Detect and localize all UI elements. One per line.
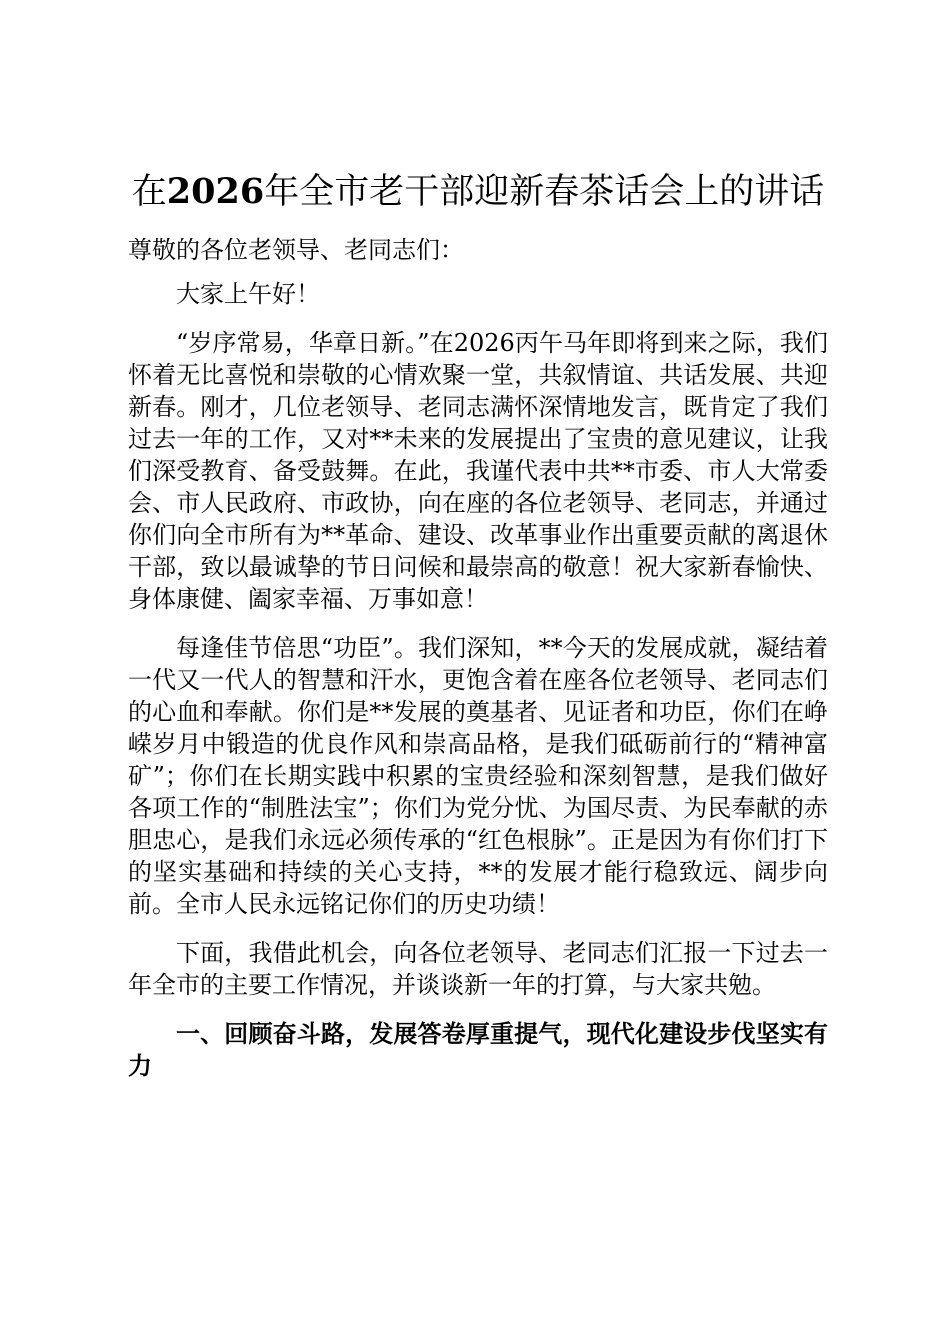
title-year: 2026 [166, 171, 265, 212]
paragraph-tribute: 每逢佳节倍思“功臣”。我们深知，**今天的发展成就，凝结着一代又一代人的智慧和汗水，更饱含着在座各位老领导、老同志们的心血和奉献。你们是**发展的奠基者、见证者和功臣，你们在峥嵘岁月中锻造的优良作风和崇高品格，是我们砥砺前行的“精神富矿”；你们在长期实践中积累的宝贵经验和深刻智慧，是我们做好各项工作的“制胜法宝”；你们为党分忧、为国尽责、为民奉献的赤胆忠心，是我们永远必须传承的“红色根脉”。正是因为有你们打下的坚实基础和持续的关心支持，**的发展才能行稳致远、阔步向前。全市人民永远铭记你们的历史功绩！ [128, 634, 828, 918]
title-prefix: 在 [131, 172, 167, 212]
paragraph-opening: “岁序常易，华章日新。”在2026丙午马年即将到来之际，我们怀着无比喜悦和崇敬的心情欢聚一堂，共叙情谊、共话发展、共迎新春。刚才，几位老领导、老同志满怀深情地发言，既肯定了我们过去一年的工作，又对**未来的发展提出了宝贵的意见建议，让我们深受教育、备受鼓舞。在此，我谨代表中共**市委、市人大常委会、市人民政府、市政协，向在座的各位老领导、老同志，并通过你们向全市所有为**革命、建设、改革事业作出重要贡献的离退休干部，致以最诚挚的节日问候和最崇高的敬意！祝大家新春愉快、身体康健、阖家幸福、万事如意！ [128, 329, 828, 613]
title-suffix: 年全市老干部迎新春茶话会上的讲话 [264, 172, 825, 212]
greeting: 大家上午好！ [176, 280, 320, 308]
section-heading: 一、回顾奋斗路，发展答卷厚重提气，现代化建设步伐坚实有力 [128, 1019, 828, 1080]
salutation: 尊敬的各位老领导、老同志们： [128, 236, 464, 264]
document-page [128, 170, 828, 1082]
paragraph-transition: 下面，我借此机会，向各位老领导、老同志们汇报一下过去一年全市的主要工作情况，并谈谈新一年的打算，与大家共勉。 [128, 939, 828, 999]
document-title [98, 170, 858, 214]
